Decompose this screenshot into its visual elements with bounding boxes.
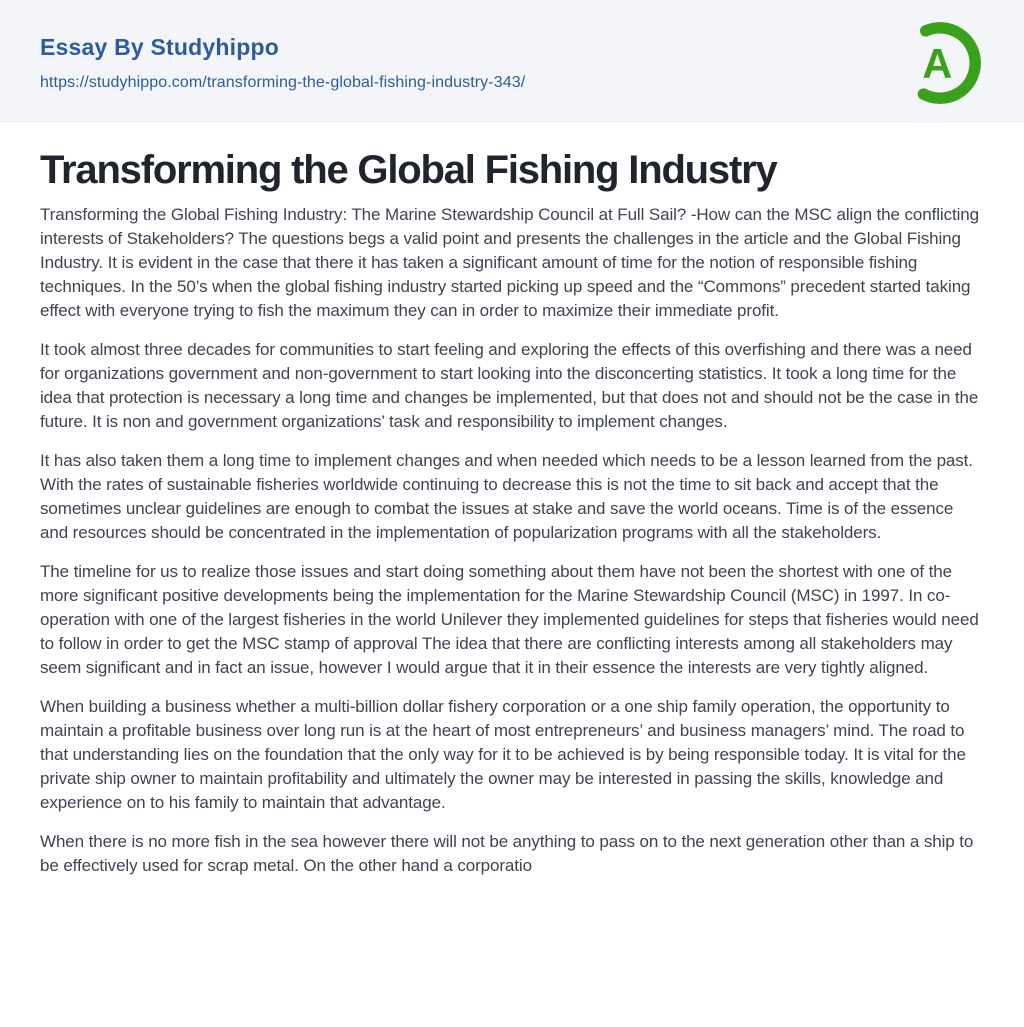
- page-title: Transforming the Global Fishing Industry: [40, 148, 777, 192]
- essay-paragraph: When there is no more fish in the sea however there will not be anything to pass on to the next generation other than a ship to be effectively used for scrap metal. On the other hand a corporatio: [40, 832, 974, 875]
- essay-paragraph: When building a business whether a multi-billion dollar fishery corporation or a one ship family operation, the opportunity to maintain a profitable business over long run is at the heart of most entrepreneurs’ and business managers’ mind. The road to that understanding lies on the foundation that the only way for it to be achieved is by being responsible today. It is vital for the private ship owner to maintain profitability and ultimately the owner may be interested in passing the skills, knowledge and experience on to his family to maintain that advantage.: [40, 697, 966, 812]
- essay-content: [0, 123, 1024, 878]
- page-header: [0, 0, 1024, 123]
- logo-letter: A: [922, 40, 953, 87]
- essay-paragraph: It took almost three decades for communities to start feeling and exploring the effects of this overfishing and there was a need for organizations government and non-government to start looking into the disconcerting statistics. It took a long time for the idea that protection is necessary a long time and changes be implemented, but that does not and should not be the case in the future. It is non and government organizations’ task and responsibility to implement changes.: [40, 340, 979, 431]
- essay-paragraph: It has also taken them a long time to implement changes and when needed which needs to be a lesson learned from the past. With the rates of sustainable fisheries worldwide continuing to decrease this is not the time to sit back and accept that the sometimes unclear guidelines are enough to combat the issues at stake and save the world oceans. Time is of the essence and resources should be concentrated in the implementation of popularization programs with all the stakeholders.: [40, 451, 973, 542]
- essay-paragraph: Transforming the Global Fishing Industry: The Marine Stewardship Council at Full Sail? -How can the MSC align the conflicting interests of Stakeholders? The questions begs a valid point and presents the challenges in the article and the Global Fishing Industry. It is evident in the case that there it has taken a significant amount of time for the notion of responsible fishing techniques. In the 50’s when the global fishing industry started picking up speed and the “Commons” precedent started taking effect with everyone trying to fish the maximum they can in order to maximize their immediate profit.: [40, 205, 979, 320]
- brand-title: Essay By Studyhippo: [40, 34, 279, 61]
- essay-paragraph: The timeline for us to realize those issues and start doing something about them have not been the shortest with one of the more significant positive developments being the implementation for the Marine Stewardship Council (MSC) in 1997. In co-operation with one of the largest fisheries in the world Unilever they implemented guidelines for steps that fisheries would need to follow in order to get the MSC stamp of approval The idea that there are conflicting interests among all stakeholders may seem significant and in fact an issue, however I would argue that it in their essence the interests are very tightly aligned.: [40, 562, 979, 677]
- essay-url-link[interactable]: https://studyhippo.com/transforming-the-global-fishing-industry-343/: [40, 73, 526, 91]
- studyhippo-logo-icon: [896, 17, 984, 109]
- brand-block: [40, 31, 525, 91]
